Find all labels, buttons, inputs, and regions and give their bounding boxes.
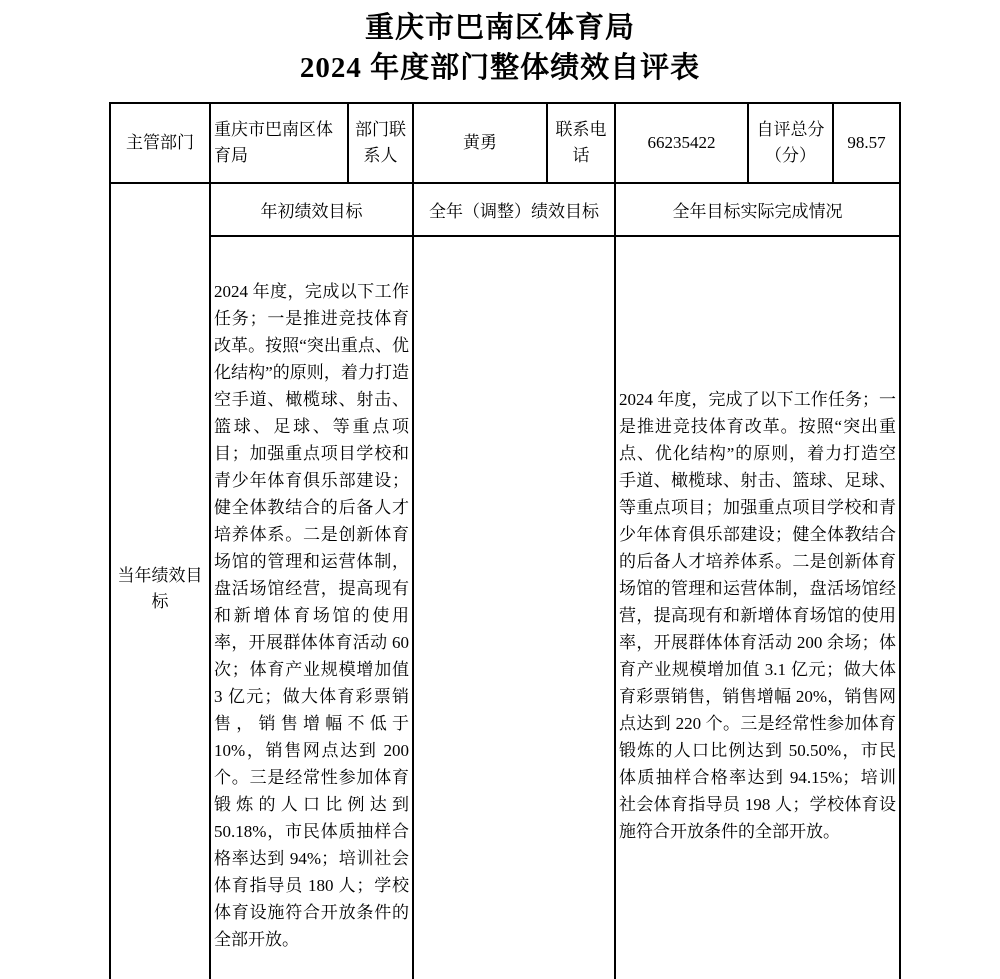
document-subtitle: 2024 年度部门整体绩效自评表 (299, 52, 701, 84)
score-label-cell: 自评总分（分） (748, 103, 833, 183)
document-title-block (0, 0, 1000, 88)
initial-goals-text-cell: 2024 年度，完成以下工作任务；一是推进竞技体育改革。按照“突出重点、优化结构”的原则，着力打造空手道、橄榄球、射击、篮球、足球、等重点项目；加强重点项目学校和青少年体育俱乐部建设；健全体教结合的后备人才培养体系。二是创新体育场馆的管理和运营体制，盘活场馆经营，提高现有和新增体育场馆的使用率，开展群体体育活动 60 次；体育产业规模增加值 3 亿元；做大体育彩票销售，销售增幅不低于 10%，销售网点达到 200 个。三是经常性参加体育锻炼的人口比例达到 50.18%，市民体质抽样合格率达到 94%；培训社会体育指导员 180 人；学校体育设施符合开放条件的全部开放。 (210, 236, 413, 979)
actual-completion-header-cell: 全年目标实际完成情况 (615, 183, 900, 236)
goals-content-row (110, 236, 900, 979)
dept-value-cell: 重庆市巴南区体育局 (210, 103, 348, 183)
info-row (110, 103, 900, 183)
performance-table (109, 102, 901, 979)
adjusted-goals-text-cell (413, 236, 615, 979)
initial-goals-header-cell: 年初绩效目标 (210, 183, 413, 236)
contact-value-cell: 黄勇 (413, 103, 547, 183)
actual-completion-text-cell: 2024 年度，完成了以下工作任务；一是推进竞技体育改革。按照“突出重点、优化结构”的原则，着力打造空手道、橄榄球、射击、篮球、足球、等重点项目；加强重点项目学校和青少年体育俱乐部建设；健全体教结合的后备人才培养体系。二是创新体育场馆的管理和运营体制，盘活场馆经营，提高现有和新增体育场馆的使用率，开展群体体育活动 200 余场；体育产业规模增加值 3.1 亿元；做大体育彩票销售，销售增幅 20%，销售网点达到 220 个。三是经常性参加体育锻炼的人口比例达到 50.50%，市民体质抽样合格率达到 94.15%；培训社会体育指导员 198 人；学校体育设施符合开放条件的全部开放。 (615, 236, 900, 979)
score-value-cell: 98.57 (833, 103, 900, 183)
document-title: 重庆市巴南区体育局 (364, 12, 635, 44)
goals-row-label-cell: 当年绩效目标 (110, 183, 210, 979)
contact-label-cell: 部门联系人 (348, 103, 413, 183)
goals-header-row (110, 183, 900, 236)
adjusted-goals-header-cell: 全年（调整）绩效目标 (413, 183, 615, 236)
phone-label-cell: 联系电话 (547, 103, 615, 183)
dept-label-cell: 主管部门 (110, 103, 210, 183)
phone-value-cell: 66235422 (615, 103, 748, 183)
